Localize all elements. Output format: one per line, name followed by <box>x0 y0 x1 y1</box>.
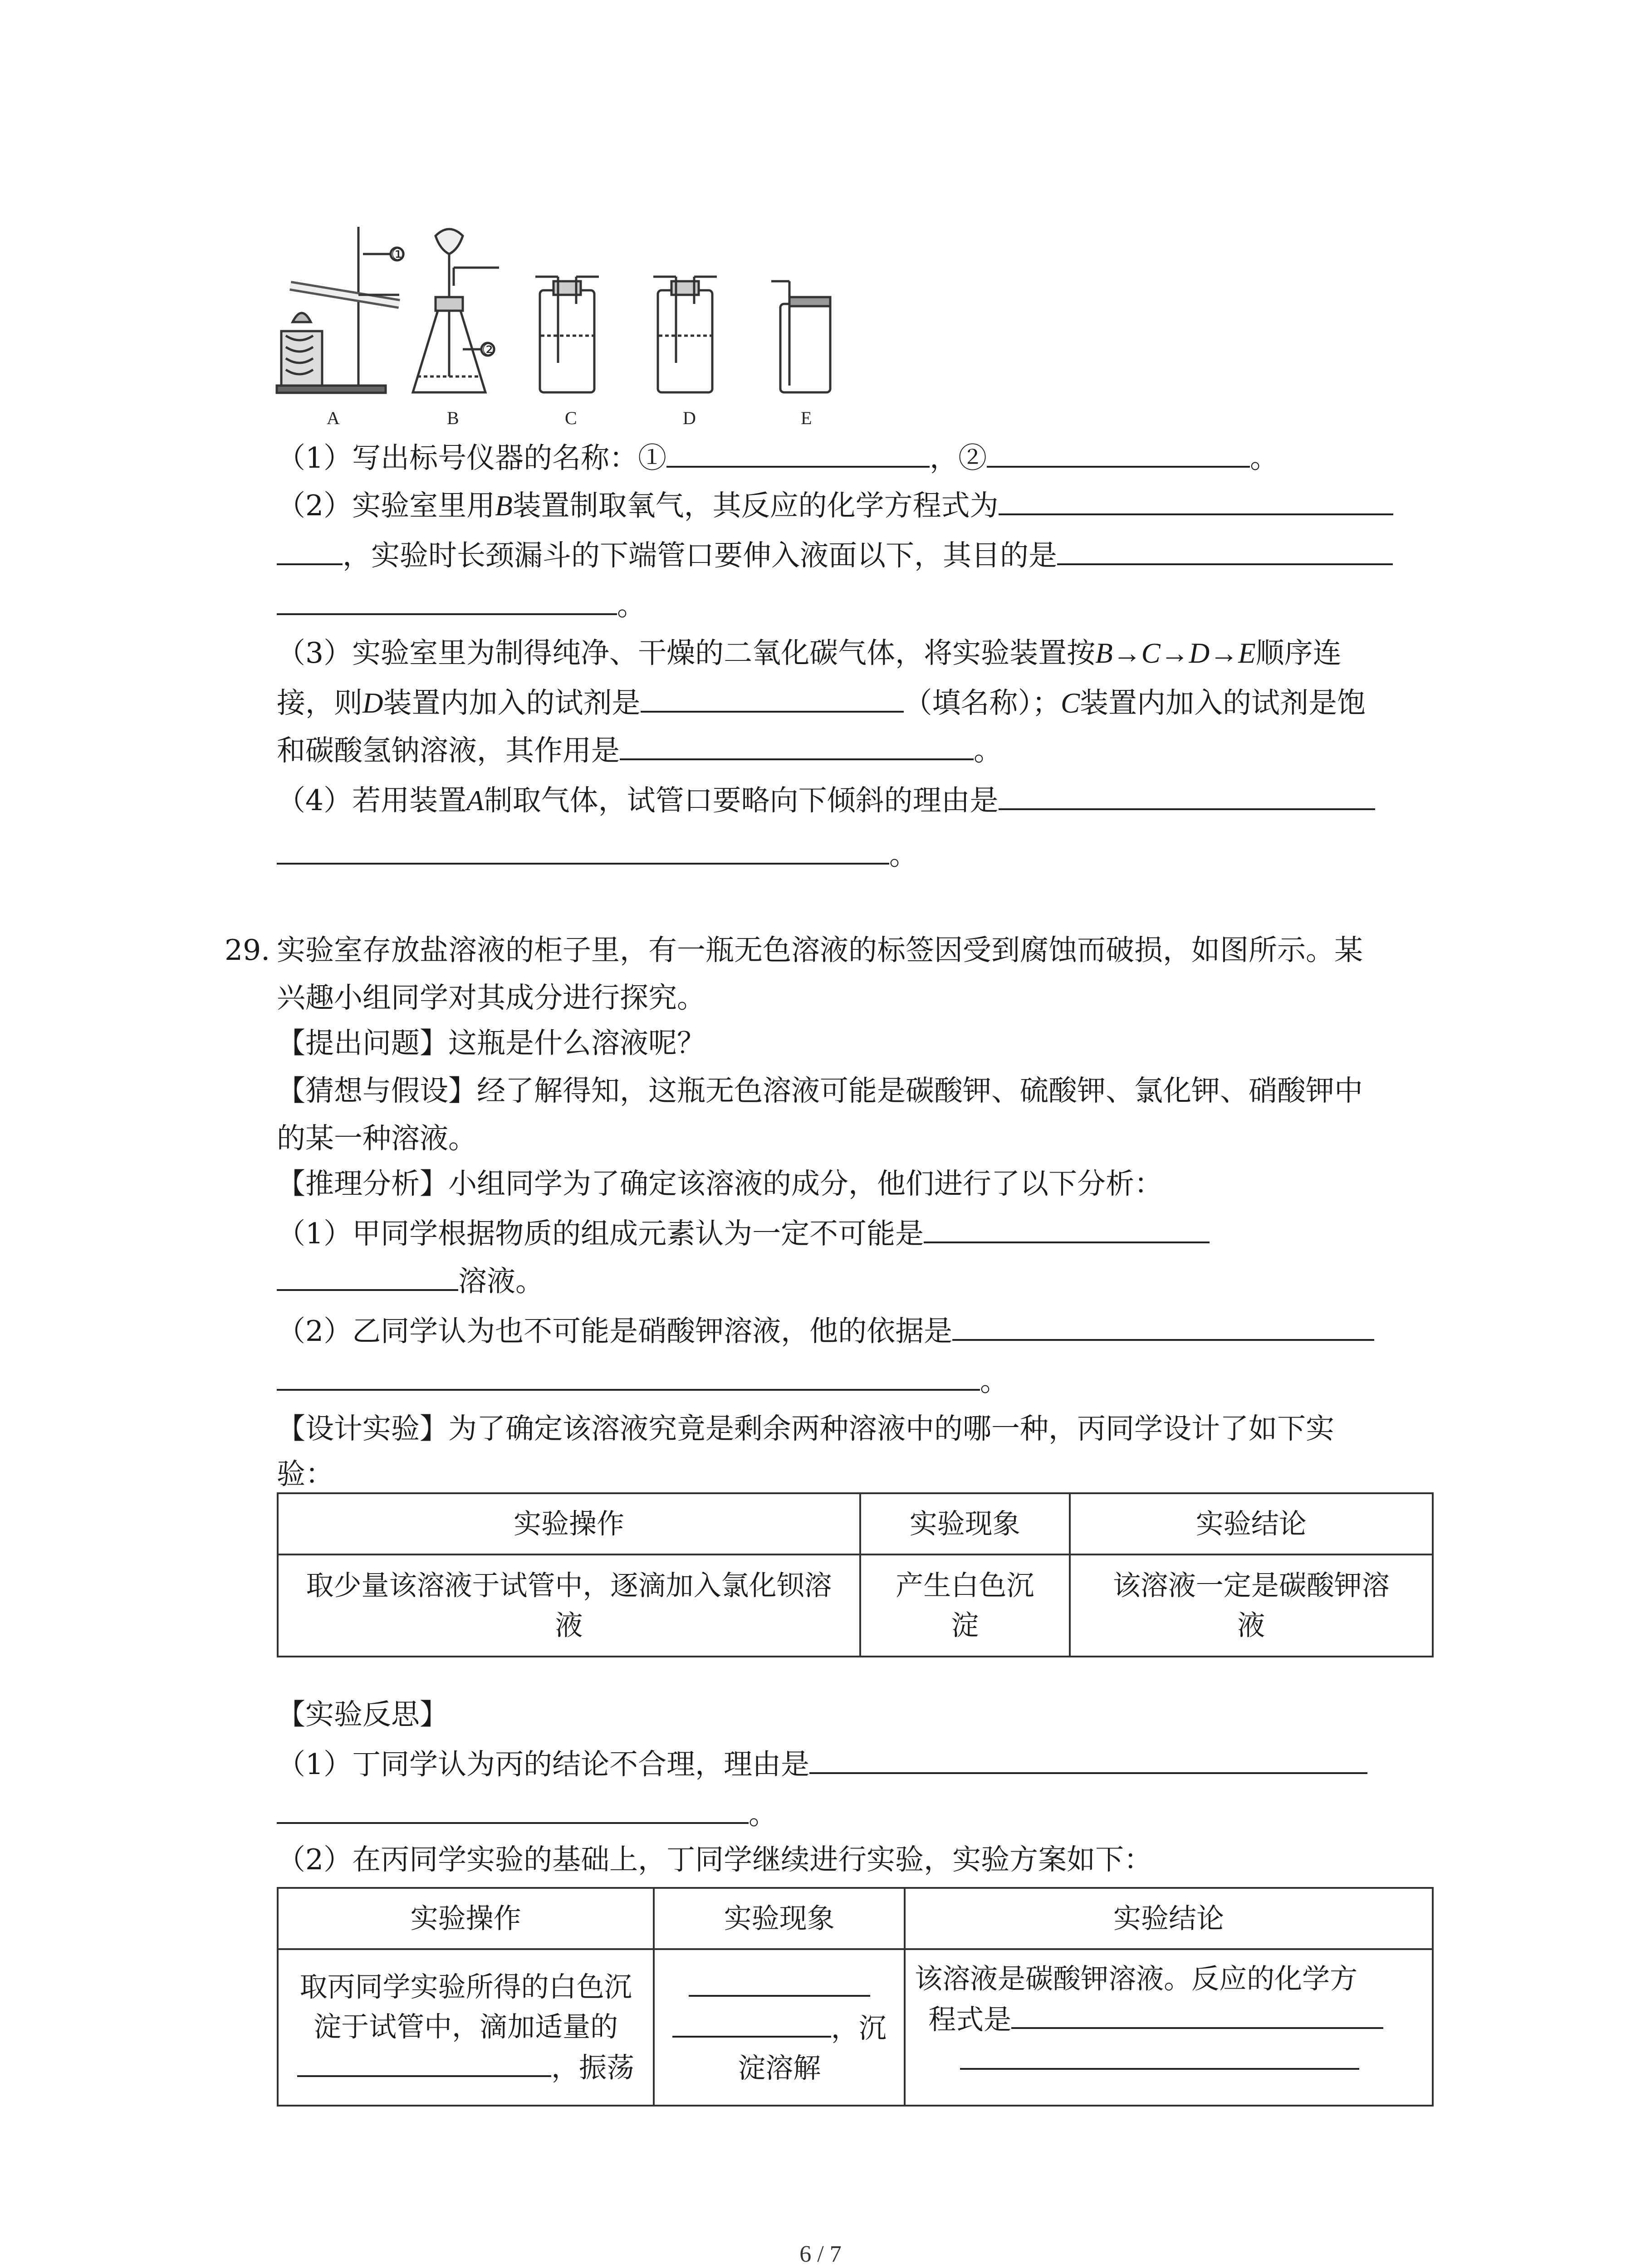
apparatus-b <box>413 229 499 392</box>
table-header: 实验操作 <box>278 1493 860 1554</box>
q28-part3-line1: （3）实验室里为制得纯净、干燥的二氧化碳气体，将实验装置按B→C→D→E顺序连 <box>277 636 1342 670</box>
q29-intro-line1: 实验室存放盐溶液的柜子里，有一瓶无色溶液的标签因受到腐蚀而破损，如图所示。某 <box>277 934 1363 967</box>
answer-blank[interactable] <box>924 1213 1210 1243</box>
table-header: 实验现象 <box>860 1493 1070 1554</box>
q29-reflection-1: （1）丁同学认为丙的结论不合理，理由是 <box>277 1744 1367 1783</box>
answer-blank[interactable] <box>952 1311 1374 1341</box>
table-row <box>278 1949 1433 2106</box>
answer-blank[interactable] <box>1011 1999 1383 2029</box>
q29-reflection: 【实验反思】 <box>277 1698 448 1731</box>
q28-part2-line3: 。 <box>277 585 646 624</box>
table-header-row <box>278 1493 1433 1554</box>
q29-analysis: 【推理分析】小组同学为了确定该溶液的成分，他们进行了以下分析： <box>277 1167 1163 1200</box>
q28-part2-line2: ，实验时长颈漏斗的下端管口要伸入液面以下，其目的是 <box>277 535 1393 574</box>
answer-blank[interactable] <box>666 438 930 468</box>
q29-hypothesis-line2: 的某一种溶液。 <box>277 1122 477 1155</box>
answer-blank[interactable] <box>277 1794 749 1824</box>
q28-part4-line1: （4）若用装置A制取气体，试管口要略向下倾斜的理由是 <box>277 780 1375 819</box>
answer-blank[interactable] <box>960 2040 1359 2070</box>
answer-blank[interactable] <box>277 1361 980 1391</box>
apparatus-c <box>535 277 599 392</box>
marker-2: ② <box>482 341 497 359</box>
q28-part1: （1）写出标号仪器的名称：① ，② 。 <box>277 438 1279 476</box>
q29-design-line1: 【设计实验】为了确定该溶液究竟是剩余两种溶液中的哪一种，丙同学设计了如下实 <box>277 1412 1334 1445</box>
page-number: 6 / 7 <box>799 2241 842 2267</box>
table-header: 实验操作 <box>278 1888 654 1949</box>
q28-part2-line1: （2）实验室里用B装置制取氧气，其反应的化学方程式为 <box>277 485 1393 524</box>
q28-part3-line2: 接，则D装置内加入的试剂是 （填名称）；C装置内加入的试剂是饱 <box>277 683 1366 721</box>
answer-blank[interactable] <box>297 2047 551 2077</box>
q28-part3-line3: 和碳酸氢钠溶液，其作用是 。 <box>277 730 1002 769</box>
q29-question: 【提出问题】这瓶是什么溶液呢？ <box>277 1026 705 1060</box>
answer-blank[interactable] <box>987 438 1250 468</box>
answer-blank[interactable] <box>277 835 889 865</box>
label-c: C <box>565 408 577 428</box>
answer-blank[interactable] <box>277 1261 458 1291</box>
table-header-row <box>278 1888 1433 1949</box>
q29-analysis-1: （1）甲同学根据物质的组成元素认为一定不可能是 <box>277 1213 1210 1252</box>
answer-blank[interactable] <box>277 585 617 615</box>
apparatus-e <box>771 281 830 392</box>
answer-blank[interactable] <box>277 535 343 565</box>
table-cell-conclusion: 该溶液是碳酸钾溶液。反应的化学方 程式是 <box>905 1949 1433 2106</box>
table-cell: 取少量该溶液于试管中，逐滴加入氯化钡溶 液 <box>278 1554 860 1657</box>
q29-design-line2: 验： <box>277 1457 334 1491</box>
answer-blank[interactable] <box>641 683 904 713</box>
q29-analysis-1-line2: 溶液。 <box>277 1261 544 1300</box>
answer-blank[interactable] <box>672 2008 831 2038</box>
label-d: D <box>683 408 696 428</box>
q29-intro-line2: 兴趣小组同学对其成分进行探究。 <box>277 981 705 1014</box>
q29-reflection-1-line2: 。 <box>277 1794 777 1833</box>
answer-blank[interactable] <box>689 1967 870 1997</box>
label-a: A <box>327 408 340 428</box>
table-cell-operation: 取丙同学实验所得的白色沉 淀于试管中，滴加适量的 ，振荡 <box>278 1949 654 2106</box>
q29-reflection-2: （2）在丙同学实验的基础上，丁同学继续进行实验，实验方案如下： <box>277 1843 1153 1876</box>
table-cell: 该溶液一定是碳酸钾溶 液 <box>1070 1554 1433 1657</box>
table-header: 实验结论 <box>1070 1493 1433 1554</box>
q28-part4-line2: 。 <box>277 835 918 873</box>
answer-blank[interactable] <box>999 780 1375 810</box>
apparatus-d <box>653 277 717 392</box>
label-e: E <box>801 408 812 428</box>
table-cell-phenomenon: ，沉 淀溶解 <box>654 1949 905 2106</box>
label-b: B <box>447 408 459 428</box>
q29-hypothesis-line1: 【猜想与假设】经了解得知，这瓶无色溶液可能是碳酸钾、硫酸钾、氯化钾、硝酸钾中 <box>277 1074 1363 1107</box>
experiment-table-2 <box>277 1887 1434 2107</box>
q29-analysis-2-line2: 。 <box>277 1361 1009 1399</box>
apparatus-figure <box>272 218 898 431</box>
answer-blank[interactable] <box>809 1744 1367 1774</box>
table-cell: 产生白色沉 淀 <box>860 1554 1070 1657</box>
question-number: 29. <box>225 934 270 967</box>
table-row <box>278 1554 1433 1657</box>
answer-blank[interactable] <box>1057 535 1393 565</box>
answer-blank[interactable] <box>999 485 1393 515</box>
table-header: 实验现象 <box>654 1888 905 1949</box>
apparatus-a <box>277 227 403 393</box>
marker-1: ① <box>391 245 406 264</box>
q29-analysis-2: （2）乙同学认为也不可能是硝酸钾溶液，他的依据是 <box>277 1311 1374 1349</box>
table-header: 实验结论 <box>905 1888 1433 1949</box>
experiment-table-1 <box>277 1492 1434 1657</box>
answer-blank[interactable] <box>620 730 974 760</box>
